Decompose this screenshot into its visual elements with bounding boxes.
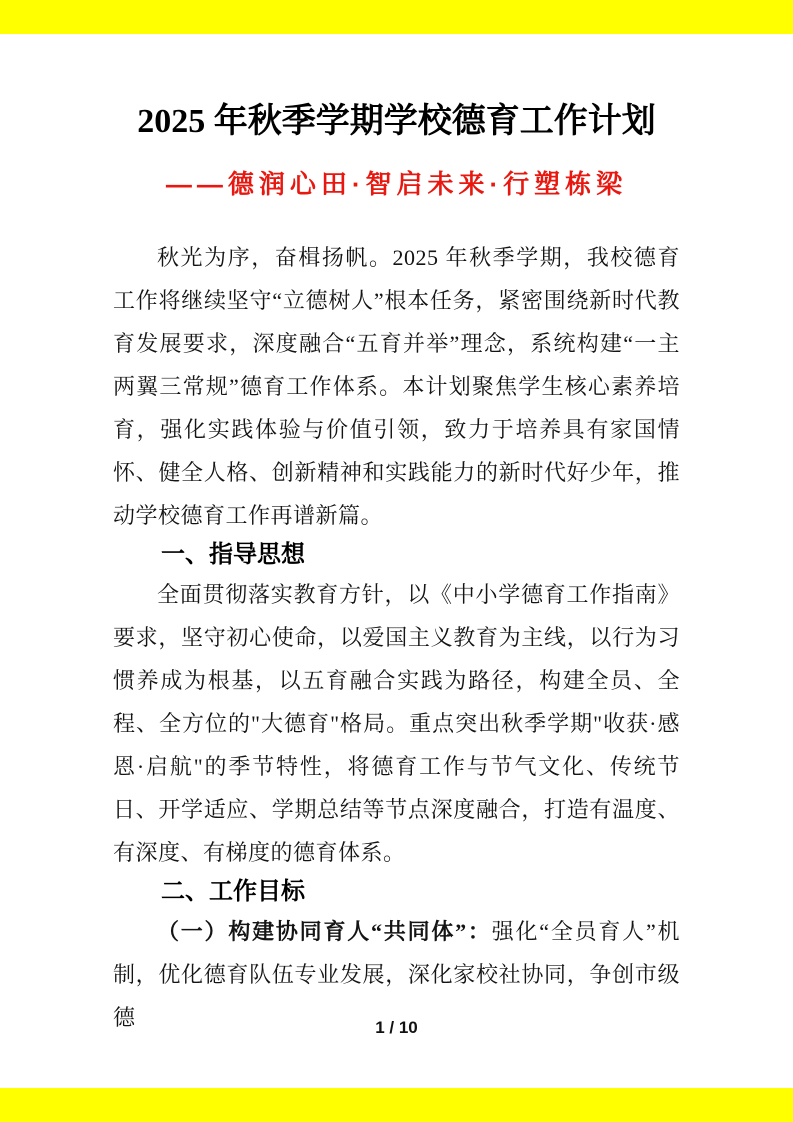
section-heading-guiding-ideology: 一、指导思想 bbox=[161, 541, 305, 568]
section-guiding-ideology-paragraph: 全面贯彻落实教育方针，以《中小学德育工作指南》要求，坚守初心使命，以爱国主义教育为主线，以行为习惯养成为根基，以五育融合实践为路径，构建全员、全程、全方位的"大德育"格局。重点突出秋季学期"收获·感恩·启航"的季节特性，将德育工作与节气文化、传统节日、开学适应、学期总结等节点深度融合，打造有温度、有深度、有梯度的德育体系。 bbox=[113, 582, 680, 865]
document-title: 2025 年秋季学期学校德育工作计划 bbox=[137, 103, 656, 140]
bottom-yellow-band bbox=[0, 1088, 793, 1122]
section-heading-work-goals: 二、工作目标 bbox=[161, 878, 305, 905]
intro-paragraph: 秋光为序，奋楫扬帆。2025 年秋季学期，我校德育工作将继续坚守“立德树人”根本任务，紧密围绕新时代教育发展要求，深度融合“五育并举”理念，系统构建“一主两翼三常规”德育工作体系。本计划聚焦学生核心素养培育，强化实践体验与价值引领，致力于培养具有家国情怀、健全人格、创新精神和实践能力的新时代好少年，推动学校德育工作再谱新篇。 bbox=[113, 245, 680, 528]
work-goal-item-1-label: （一）构建协同育人“共同体”： bbox=[157, 919, 492, 944]
page-content bbox=[113, 0, 680, 1039]
work-goal-item-1-text: 强化“全员育人”机制，优化德育队伍专业发展，深化家校社协同，争创市级德 bbox=[113, 919, 680, 1030]
document-subtitle: ——德润心田·智启未来·行塑栋梁 bbox=[165, 169, 628, 199]
page-number-indicator: 1 / 10 bbox=[375, 1018, 418, 1037]
